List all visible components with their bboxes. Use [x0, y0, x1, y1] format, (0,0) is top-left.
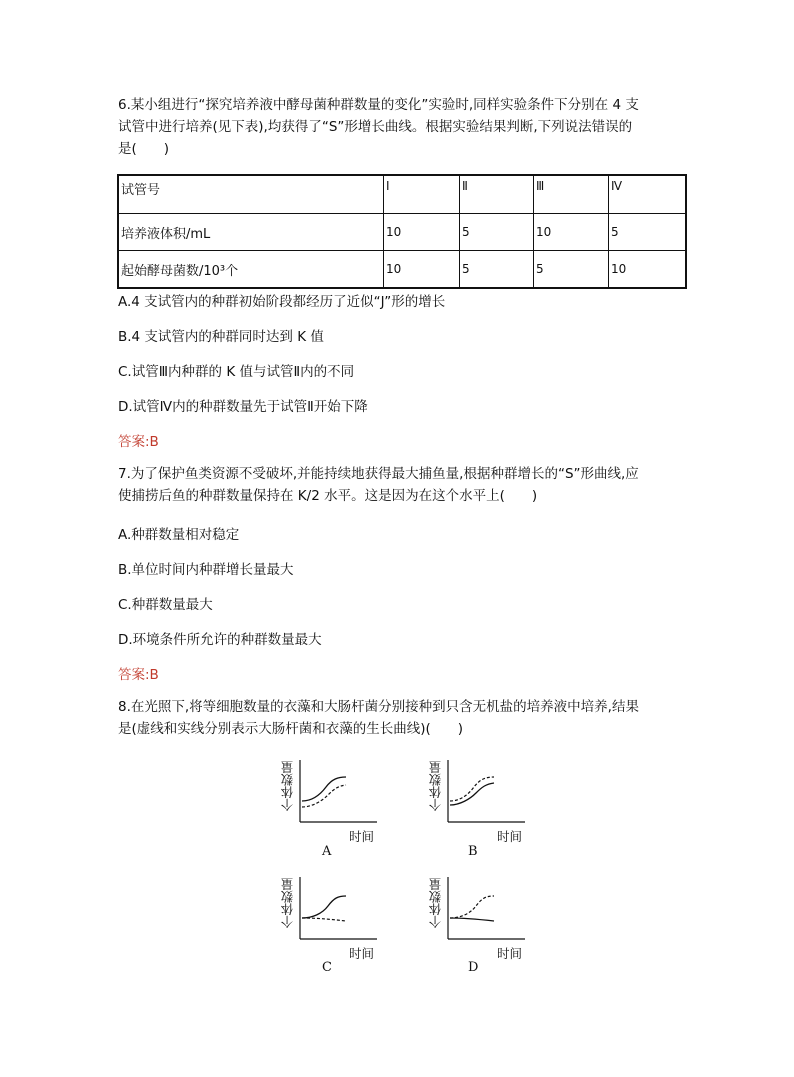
- q7-stem-line-1: 7.为了保护鱼类资源不受破坏,并能持续地获得最大捕鱼量,根据种群增长的“S”形曲线,应: [118, 466, 639, 482]
- q8-stem-line-1: 8.在光照下,将等细胞数量的衣藻和大肠杆菌分别接种到只含无机盐的培养液中培养,结果: [118, 699, 639, 715]
- graph-a-plot: [282, 755, 392, 855]
- q8-graph-d: [430, 872, 540, 972]
- q7-option-c: C.种群数量最大: [118, 597, 213, 613]
- q6-option-a: A.4 支试管内的种群初始阶段都经历了近似“J”形的增长: [118, 294, 446, 310]
- table-cell: 5: [534, 251, 609, 289]
- table-header-row: [118, 175, 686, 214]
- q7-option-b: B.单位时间内种群增长量最大: [118, 562, 294, 578]
- q6-option-c: C.试管Ⅲ内种群的 K 值与试管Ⅱ内的不同: [118, 364, 355, 380]
- table-cell: 5: [460, 251, 534, 289]
- graph-a-dashed-curve: [302, 785, 346, 807]
- table-cell: 起始酵母菌数/10³个: [118, 251, 384, 289]
- q8-stem-line-2: 是(虚线和实线分别表示大肠杆菌和衣藻的生长曲线)( ): [118, 721, 464, 737]
- q6-stem-line-1: 6.某小组进行“探究培养液中酵母菌种群数量的变化”实验时,同样实验条件下分别在 4 支: [118, 97, 639, 113]
- table-cell: 10: [609, 251, 687, 289]
- table-cell: 培养液体积/mL: [118, 214, 384, 251]
- table-cell: 10: [384, 214, 460, 251]
- table-row: [118, 214, 686, 251]
- q8-graph-a: [282, 755, 392, 855]
- q8-graph-b: [430, 755, 540, 855]
- graph-b-y-axis-label: 个体数量: [428, 761, 443, 811]
- graph-c-y-axis-label: 个体数量: [280, 878, 295, 928]
- graph-a-y-axis-label: 个体数量: [280, 761, 295, 811]
- q8-graph-c: [282, 872, 392, 972]
- q7-stem-line-2: 使捕捞后鱼的种群数量保持在 K/2 水平。这是因为在这个水平上( ): [118, 488, 538, 504]
- q6-option-b: B.4 支试管内的种群同时达到 K 值: [118, 329, 324, 345]
- table-header-cell: Ⅱ: [460, 175, 534, 214]
- table-cell: 5: [609, 214, 687, 251]
- graph-b-caption: B: [468, 844, 478, 859]
- table-cell: 10: [384, 251, 460, 289]
- graph-c-caption: C: [322, 960, 332, 975]
- table-header-cell: Ⅲ: [534, 175, 609, 214]
- q6-stem-line-3: 是( ): [118, 141, 170, 157]
- graph-c-x-axis-label: 时间: [348, 946, 374, 961]
- graph-b-x-axis-label: 时间: [496, 829, 522, 844]
- graph-d-plot: [430, 872, 540, 972]
- q6-answer: 答案:B: [118, 434, 159, 450]
- table-header-cell: 试管号: [118, 175, 384, 214]
- graph-c-dashed-curve: [302, 918, 346, 921]
- graph-d-x-axis-label: 时间: [496, 946, 522, 961]
- table-cell: 10: [534, 214, 609, 251]
- graph-c-plot: [282, 872, 392, 972]
- q7-answer: 答案:B: [118, 667, 159, 683]
- table-header-cell: Ⅳ: [609, 175, 687, 214]
- graph-d-caption: D: [468, 960, 479, 975]
- graph-a-caption: A: [322, 844, 332, 859]
- table-header-cell: Ⅰ: [384, 175, 460, 214]
- q6-data-table: [117, 174, 687, 289]
- graph-c-solid-curve: [302, 896, 346, 918]
- graph-d-dashed-curve: [450, 896, 494, 918]
- q7-option-d: D.环境条件所允许的种群数量最大: [118, 632, 322, 648]
- graph-b-solid-curve: [450, 783, 494, 805]
- graph-b-plot: [430, 755, 540, 855]
- q6-option-d: D.试管Ⅳ内的种群数量先于试管Ⅱ开始下降: [118, 399, 368, 415]
- graph-d-y-axis-label: 个体数量: [428, 878, 443, 928]
- graph-a-x-axis-label: 时间: [348, 829, 374, 844]
- graph-b-dashed-curve: [450, 777, 494, 801]
- graph-d-solid-curve: [450, 918, 494, 921]
- table-row: [118, 251, 686, 289]
- graph-a-solid-curve: [302, 777, 346, 801]
- table-cell: 5: [460, 214, 534, 251]
- q7-option-a: A.种群数量相对稳定: [118, 527, 240, 543]
- q6-stem-line-2: 试管中进行培养(见下表),均获得了“S”形增长曲线。根据实验结果判断,下列说法错误的: [118, 119, 633, 135]
